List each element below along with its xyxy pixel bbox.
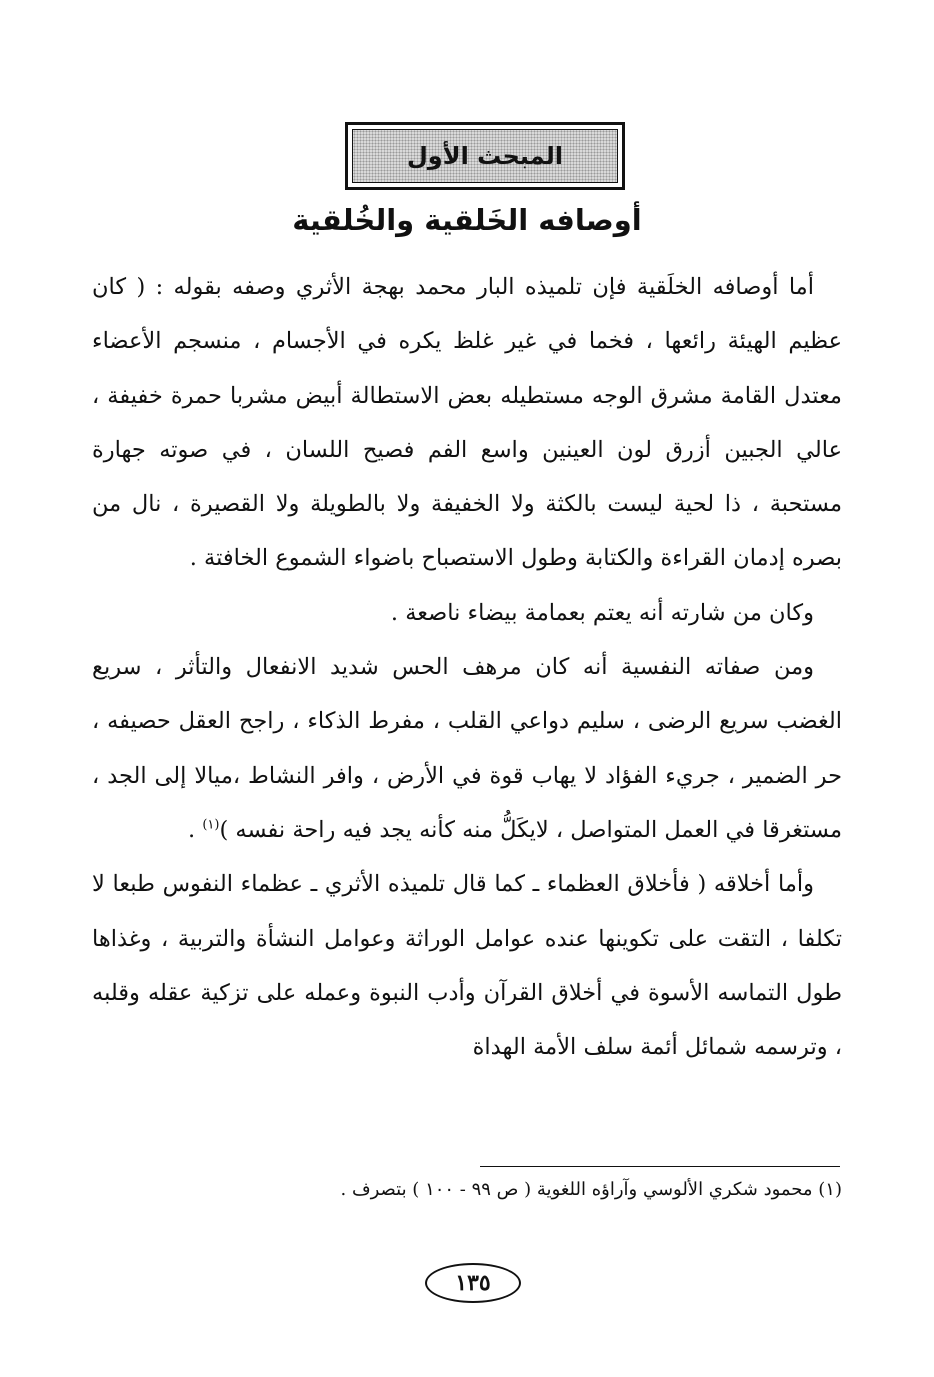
paragraph-end-mark: . xyxy=(188,816,203,843)
page-number: ١٣٥ xyxy=(455,1270,491,1296)
section-header-label: المبحث الأول xyxy=(406,142,564,170)
paragraph-turban: وكان من شارته أنه يعتم بعمامة بيضاء ناصعة . xyxy=(390,599,814,626)
footnote-text: (١) محمود شكري الألوسي وآراؤه اللغوية ( ص ٩٩ - ١٠٠ ) بتصرف . xyxy=(340,1179,842,1200)
chapter-title: أوصافه الخَلقية والخُلقية xyxy=(292,203,642,237)
paragraph-morals: وأما أخلاقه ( فأخلاق العظماء ـ كما قال تلميذه الأثري ـ عظماء النفوس طبعا لا تكلفا ، التقت على تكوينها عنده عوامل الوراثة وعوامل النشأة والتربية ، وغذاها طول التماسه الأسوة في أخلاق القرآن وأدب النبوة وعمله على تزكية عقله وقلبه ، وترسمه شمائل أئمة سلف الأمة الهداة xyxy=(92,871,842,1061)
section-header-box xyxy=(345,122,625,190)
paragraph-physical-description: أما أوصافه الخلَقية فإن تلميذه البار محمد بهجة الأثري وصفه بقوله : ( كان عظيم الهيئة رائعها ، فخما في غير غلظ يكره في الأجسام ، منسجم الأعضاء معتدل القامة مشرق الوجه مستطيله بعض الاستطالة أبيض مشربا حمرة خفيفة ، عالي الجبين أزرق لون العينين واسع الفم فصيح اللسان ، في صوته جهارة مستحبة ، ذا لحية ليست بالكثة ولا الخفيفة ولا بالطويلة ولا القصيرة ، نال من بصره إدمان القراءة والكتابة وطول الاستصباح باضواء الشموع الخافتة . xyxy=(92,274,842,572)
section-header-frame xyxy=(352,129,618,183)
paragraph-psychological-traits-text: ومن صفاته النفسية أنه كان مرهف الحس شديد الانفعال والتأثر ، سريع الغضب سريع الرضى ، سليم دواعي القلب ، مفرط الذكاء ، راجح العقل حصيفه ، حر الضمير ، جريء الفؤاد لا يهاب قوة في الأرض ، وافر النشاط ،ميالا إلى الجد ، مستغرقا في العمل المتواصل ، لايكَلُّ منه كأنه يجد فيه راحة نفسه ) xyxy=(92,654,842,843)
body-text xyxy=(92,260,842,1074)
paragraph-psychological-traits xyxy=(92,640,842,857)
footnote-reference[interactable]: (١) xyxy=(202,817,220,833)
footnote-divider xyxy=(480,1166,840,1167)
page-number-oval xyxy=(425,1263,521,1303)
